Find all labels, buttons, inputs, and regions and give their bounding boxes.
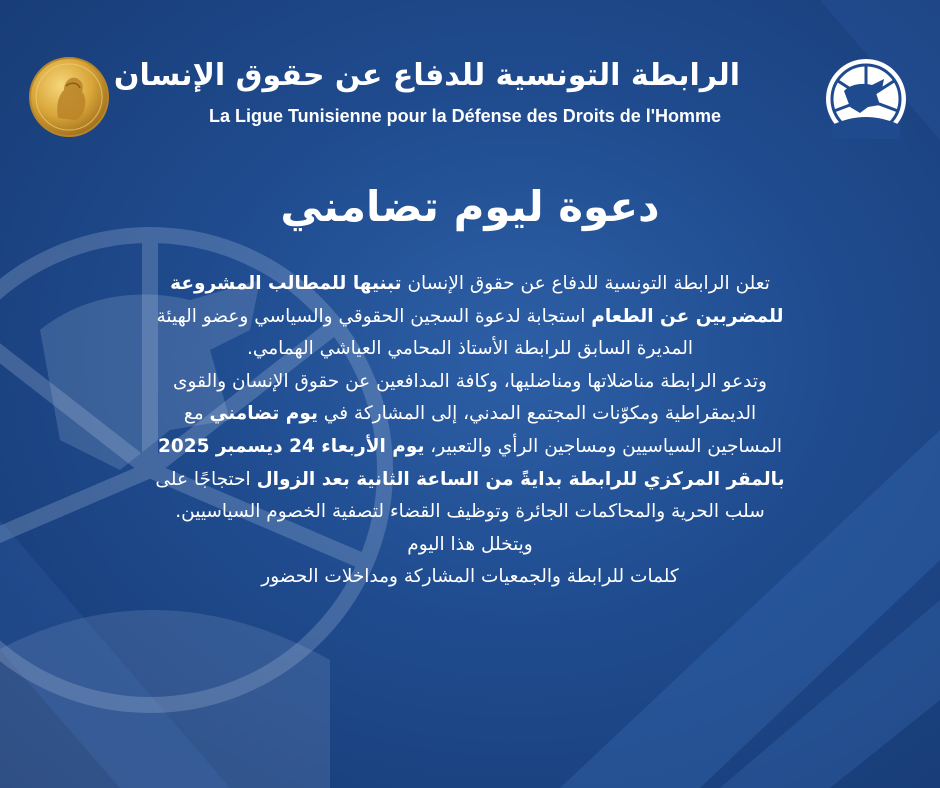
ltdh-emblem-icon — [822, 55, 910, 143]
announcement-body — [150, 268, 790, 594]
org-name-arabic: الرابطة التونسية للدفاع عن حقوق الإنسان — [113, 58, 740, 93]
body-text-segment: مع المساجين السياسيين ومساجين الرأي والتعبير، — [183, 403, 783, 457]
highlight-text: يوم تضامني — [209, 403, 318, 425]
nobel-medal-icon — [28, 56, 110, 138]
page-title: دعوة ليوم تضامني — [280, 182, 660, 231]
paragraph-announcement — [150, 268, 790, 366]
paragraph-invitation — [150, 366, 790, 529]
body-text-segment: وتدعو الرابطة مناضلاتها ومناضليها، وكافة المدافعين عن حقوق الإنسان والقوى الديمقراطية ومكوّنات المجتمع المدني، إلى المشاركة في — [173, 370, 767, 425]
highlight-text: تبنيها للمطالب المشروعة للمضربين عن الطعام — [170, 273, 784, 327]
org-name-french: La Ligue Tunisienne pour la Défense des Droits de l'Homme — [208, 106, 722, 126]
event-date-time: يوم الأربعاء 24 ديسمبر 2025 بالمقر المركزي للرابطة بدايةً من الساعة الثانية بعد الزوال — [157, 435, 785, 490]
paragraph-program: كلمات للرابطة والجمعيات المشاركة ومداخلات الحضور — [261, 566, 679, 588]
paragraph-program-intro: ويتخلل هذا اليوم — [407, 533, 533, 555]
body-text-segment: احتجاجًا على سلب الحرية والمحاكمات الجائرة وتوظيف القضاء لتصفية الخصوم السياسيين. — [155, 468, 765, 523]
body-text-segment: تعلن الرابطة التونسية للدفاع عن حقوق الإنسان — [401, 273, 770, 294]
body-text-segment: استجابة لدعوة السجين الحقوقي والسياسي وعضو الهيئة المديرة السابق للرابطة الأستاذ المحامي العياشي الهمامي. — [156, 305, 694, 360]
